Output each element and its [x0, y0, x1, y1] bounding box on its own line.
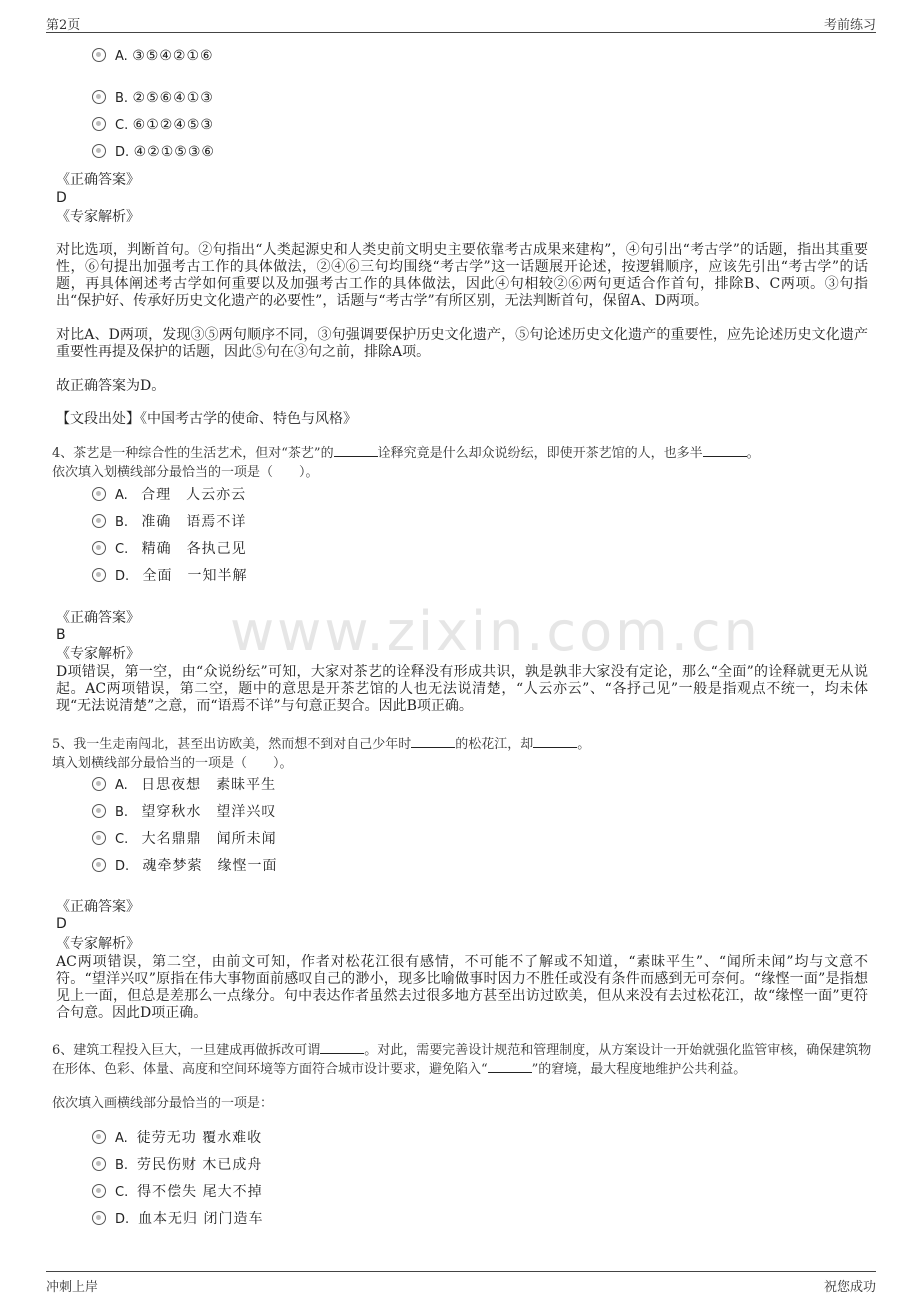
footer-right: 祝您成功 [823, 1280, 876, 1295]
option-a[interactable]: A. 合理 人云亦云 [92, 485, 246, 505]
page-number: 第2页 [46, 18, 81, 33]
footer-left: 冲刺上岸 [46, 1280, 99, 1295]
blank-line [533, 735, 577, 748]
radio-icon[interactable] [92, 144, 106, 158]
option-c[interactable]: C. 精确 各执己见 [92, 539, 247, 559]
answer-value: D [56, 916, 67, 932]
radio-icon[interactable] [92, 514, 106, 528]
analysis-paragraph: D项错误，第一空，由“众说纷纭”可知，大家对茶艺的诠释没有形成共识，孰是孰非大家没有定论，那么“全面”的诠释就更无从说起。AC两项错误，第二空，题中的意思是开茶艺馆的人也无法说清楚，“人云亦云”、“各抒己见”一般是指观点不统一，均未体现“无法说清楚”之意，而“语焉不详”与句意正契合。因此B项正确。 [56, 664, 868, 714]
radio-icon[interactable] [92, 541, 106, 555]
question-stem: 4、茶艺是一种综合性的生活艺术，但对“茶艺”的 诠释究竟是什么却众说纷纭，即使开茶艺馆的人，也多半 。 依次填入划横线部分最恰当的一项是（ ）。 [52, 446, 760, 480]
option-a[interactable]: A. 日思夜想 素昧平生 [92, 775, 276, 795]
option-c[interactable]: C. ⑥①②④⑤③ [92, 115, 214, 135]
option-d[interactable]: D. 魂牵梦萦 缘悭一面 [92, 856, 278, 876]
radio-icon[interactable] [92, 117, 106, 131]
analysis-conclusion: 故正确答案为D。 [56, 378, 166, 394]
analysis-paragraph: AC两项错误，第二空，由前文可知，作者对松花江很有感情，不可能不了解或不知道，“素昧平生”、“闻所未闻”均与文意不符。“望洋兴叹”原指在伟大事物面前感叹自己的渺小，现多比喻做事时因力不胜任或没有条件而感到无可奈何。“缘悭一面”是指想见上一面，但总是差那么一点缘分。句中表达作者虽然去过很多地方甚至出访过欧美，但从来没有去过松花江，故“缘悭一面”更符合句意。因此D项正确。 [56, 954, 868, 1021]
option-b[interactable]: B. ②⑤⑥④①③ [92, 88, 214, 108]
analysis-label: 《专家解析》 [56, 646, 140, 662]
question-instruction: 依次填入划横线部分最恰当的一项是（ ）。 [52, 465, 319, 480]
option-c[interactable]: C. 得不偿失 尾大不掉 [92, 1182, 263, 1202]
analysis-label: 《专家解析》 [56, 209, 140, 225]
radio-icon[interactable] [92, 858, 106, 872]
option-b[interactable]: B. 劳民伤财 木已成舟 [92, 1155, 262, 1175]
radio-icon[interactable] [92, 1184, 106, 1198]
analysis-paragraph: 对比选项，判断首句。②句指出“人类起源史和人类史前文明史主要依靠考古成果来建构”，④句引出“考古学”的话题，指出其重要性，⑥句提出加强考古工作的具体做法，②④⑥三句均围绕“考古学”这一话题展开论述，按逻辑顺序，应该先引出“考古学”的话题，再具体阐述考古学如何重要以及加强考古工作的具体做法，因此④句相较②⑥两句更适合作首句，排除B、C两项。③句指出“保护好、传承好历史文化遗产的必要性”，话题与“考古学”有所区别，无法判断首句，保留A、D两项。 [56, 242, 868, 309]
answer-label: 《正确答案》 [56, 899, 140, 915]
radio-icon[interactable] [92, 90, 106, 104]
page-footer [46, 1271, 876, 1296]
answer-label: 《正确答案》 [56, 610, 140, 626]
radio-icon[interactable] [92, 804, 106, 818]
option-d[interactable]: D. 血本无归 闭门造车 [92, 1209, 264, 1229]
blank-line [320, 1041, 364, 1054]
question-stem: 5、我一生走南闯北，甚至出访欧美，然而想不到对自己少年时 的松花江，却 。 填入划横线部分最恰当的一项是（ ）。 [52, 737, 591, 771]
blank-line [411, 735, 455, 748]
option-a[interactable]: A. ③⑤④②①⑥ [92, 46, 214, 66]
option-d[interactable]: D. 全面 一知半解 [92, 566, 248, 586]
option-c[interactable]: C. 大名鼎鼎 闻所未闻 [92, 829, 277, 849]
option-b[interactable]: B. 望穿秋水 望洋兴叹 [92, 802, 276, 822]
radio-icon[interactable] [92, 831, 106, 845]
blank-line [488, 1060, 532, 1073]
radio-icon[interactable] [92, 48, 106, 62]
source-citation: 【文段出处】《中国考古学的使命、特色与风格》 [56, 411, 357, 427]
radio-icon[interactable] [92, 1130, 106, 1144]
analysis-paragraph: 对比A、D两项，发现③⑤两句顺序不同，③句强调要保护历史文化遗产，⑤句论述历史文化遗产的重要性，应先论述历史文化遗产重要性再提及保护的话题，因此⑤句在③句之前，排除A项。 [56, 327, 868, 360]
watermark: www.zixin.com.cn [230, 600, 761, 663]
option-a[interactable]: A. 徒劳无功 覆水难收 [92, 1128, 262, 1148]
radio-icon[interactable] [92, 1211, 106, 1225]
question-stem: 6、建筑工程投入巨大，一旦建成再做拆改可谓 。对此，需要完善设计规范和管理制度，从方案设计一开始就强化监管审核，确保建筑物在形体、色彩、体量、高度和空间环境等方面符合城市设计要求，避免陷入“ ”的窘境，最大程度地维护公共利益。 [52, 1043, 872, 1077]
header-title: 考前练习 [823, 18, 876, 33]
blank-line [334, 444, 378, 457]
radio-icon[interactable] [92, 777, 106, 791]
page-header [46, 12, 876, 33]
analysis-label: 《专家解析》 [56, 936, 140, 952]
option-b[interactable]: B. 准确 语焉不详 [92, 512, 246, 532]
radio-icon[interactable] [92, 1157, 106, 1171]
question-instruction: 依次填入画横线部分最恰当的一项是： [52, 1096, 274, 1111]
answer-value: B [56, 627, 66, 643]
answer-label: 《正确答案》 [56, 172, 140, 188]
option-d[interactable]: D. ④②①⑤③⑥ [92, 142, 215, 162]
question-instruction: 填入划横线部分最恰当的一项是（ ）。 [52, 756, 293, 771]
blank-line [703, 444, 747, 457]
answer-value: D [56, 190, 67, 206]
radio-icon[interactable] [92, 568, 106, 582]
radio-icon[interactable] [92, 487, 106, 501]
